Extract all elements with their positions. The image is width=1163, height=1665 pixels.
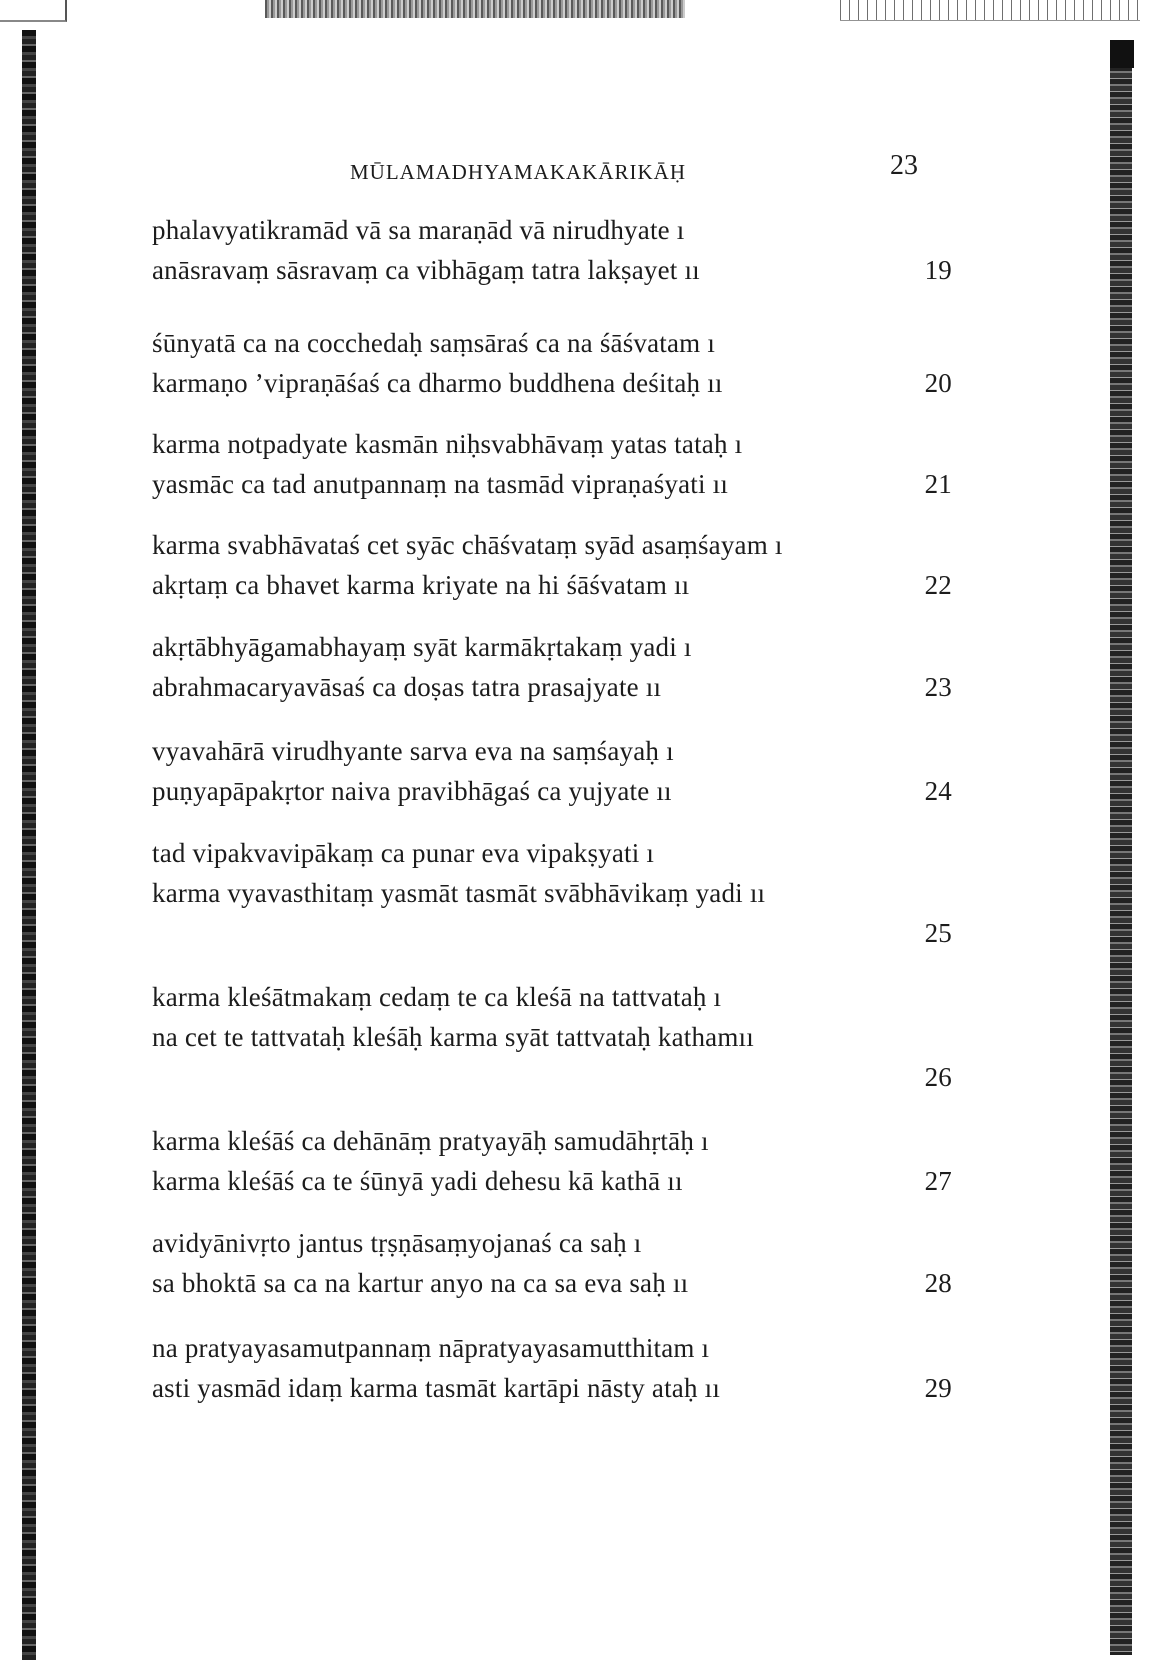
verse-line-2 [152, 363, 952, 403]
verse-number: 22 [924, 570, 952, 600]
verse-29 [152, 1328, 952, 1408]
verse-line-1 [152, 731, 952, 771]
verse-line-2 [152, 873, 952, 913]
scan-artifact-left-edge [22, 30, 36, 1660]
verse-text: avidyānivṛto jantus tṛṣṇāsaṃyojanaś ca saḥ ı [152, 1228, 642, 1258]
verse-line-1 [152, 1223, 952, 1263]
verse-text: karma kleśāś ca te śūnyā yadi dehesu kā kathā ıı [152, 1166, 683, 1196]
verse-text: akṛtābhyāgamabhayaṃ syāt karmākṛtakaṃ yadi ı [152, 632, 692, 662]
verse-number: 25 [924, 918, 952, 948]
verse-line-2 [152, 464, 952, 504]
verse-27 [152, 1121, 952, 1201]
verse-26 [152, 977, 952, 1097]
verse-20 [152, 323, 952, 403]
verse-line-2 [152, 1161, 952, 1201]
verse-number: 24 [924, 776, 952, 806]
verse-line-2 [152, 1017, 952, 1057]
verse-line-1 [152, 1328, 952, 1368]
scan-artifact-top-middle [265, 0, 685, 18]
verse-text: yasmāc ca tad anutpannaṃ na tasmād vipraṇaśyati ıı [152, 469, 729, 499]
verse-text: akṛtaṃ ca bhavet karma kriyate na hi śāśvatam ıı [152, 570, 690, 600]
verse-25 [152, 833, 952, 953]
verse-text: phalavyatikramād vā sa maraṇād vā nirudhyate ı [152, 215, 685, 245]
running-title: MŪLAMADHYAMAKAKĀRIKĀḤ [350, 160, 686, 184]
verse-text: śūnyatā ca na cocchedaḥ saṃsāraś ca na śāśvatam ı [152, 328, 716, 358]
verse-number: 28 [924, 1268, 952, 1298]
verse-text: asti yasmād idaṃ karma tasmāt kartāpi nāsty ataḥ ıı [152, 1373, 721, 1403]
verse-22 [152, 525, 952, 605]
verse-text: na cet te tattvataḥ kleśāḥ karma syāt tattvataḥ kathamıı [152, 1022, 754, 1052]
verse-number: 19 [924, 255, 952, 285]
verse-line-1 [152, 1121, 952, 1161]
verse-28 [152, 1223, 952, 1303]
verse-text: karmaṇo ’vipraṇāśaś ca dharmo buddhena deśitaḥ ıı [152, 368, 723, 398]
verse-text: na pratyayasamutpannaṃ nāpratyayasamutthitam ı [152, 1333, 710, 1363]
verse-23 [152, 627, 952, 707]
verse-text: tad vipakvavipākaṃ ca punar eva vipakṣyati ı [152, 838, 655, 868]
verse-text: sa bhoktā sa ca na kartur anyo na ca sa eva saḥ ıı [152, 1268, 689, 1298]
verse-line-1 [152, 424, 952, 464]
verse-line-1 [152, 210, 952, 250]
verse-text: karma svabhāvataś cet syāc chāśvataṃ syād asaṃśayam ı [152, 530, 783, 560]
verse-line-2 [152, 1263, 952, 1303]
verse-line-1 [152, 977, 952, 1017]
page-number: 23 [890, 150, 918, 181]
verse-number: 29 [924, 1373, 952, 1403]
page-header [150, 150, 950, 190]
scan-artifact-top-right [840, 0, 1140, 21]
verse-number: 20 [924, 368, 952, 398]
verse-line-2 [152, 565, 952, 605]
verse-line-2 [152, 667, 952, 707]
verse-number: 26 [924, 1062, 952, 1092]
verse-line-2 [152, 771, 952, 811]
verse-text: abrahmacaryavāsaś ca doṣas tatra prasajyate ıı [152, 672, 662, 702]
scan-artifact-right-edge [1110, 40, 1132, 1655]
verse-line-1 [152, 323, 952, 363]
verse-text: vyavahārā virudhyante sarva eva na saṃśayaḥ ı [152, 736, 674, 766]
verse-line-2 [152, 250, 952, 290]
verse-21 [152, 424, 952, 504]
verse-text: puṇyapāpakṛtor naiva pravibhāgaś ca yujyate ıı [152, 776, 672, 806]
verse-line-1 [152, 833, 952, 873]
verse-text: karma kleśātmakaṃ cedaṃ te ca kleśā na tattvataḥ ı [152, 982, 722, 1012]
verse-text: karma notpadyate kasmān niḥsvabhāvaṃ yatas tataḥ ı [152, 429, 743, 459]
verse-line-1 [152, 627, 952, 667]
verse-line-1 [152, 525, 952, 565]
verse-text: anāsravaṃ sāsravaṃ ca vibhāgaṃ tatra lakṣayet ıı [152, 255, 700, 285]
verse-number: 27 [924, 1166, 952, 1196]
verse-text: karma kleśāś ca dehānāṃ pratyayāḥ samudāhṛtāḥ ı [152, 1126, 709, 1156]
scan-artifact-top-left [0, 0, 67, 22]
verse-19 [152, 210, 952, 290]
verse-number: 23 [924, 672, 952, 702]
verse-24 [152, 731, 952, 811]
verse-text: karma vyavasthitaṃ yasmāt tasmāt svābhāvikaṃ yadi ıı [152, 878, 766, 908]
verse-number: 21 [924, 469, 952, 499]
verse-line-2 [152, 1368, 952, 1408]
